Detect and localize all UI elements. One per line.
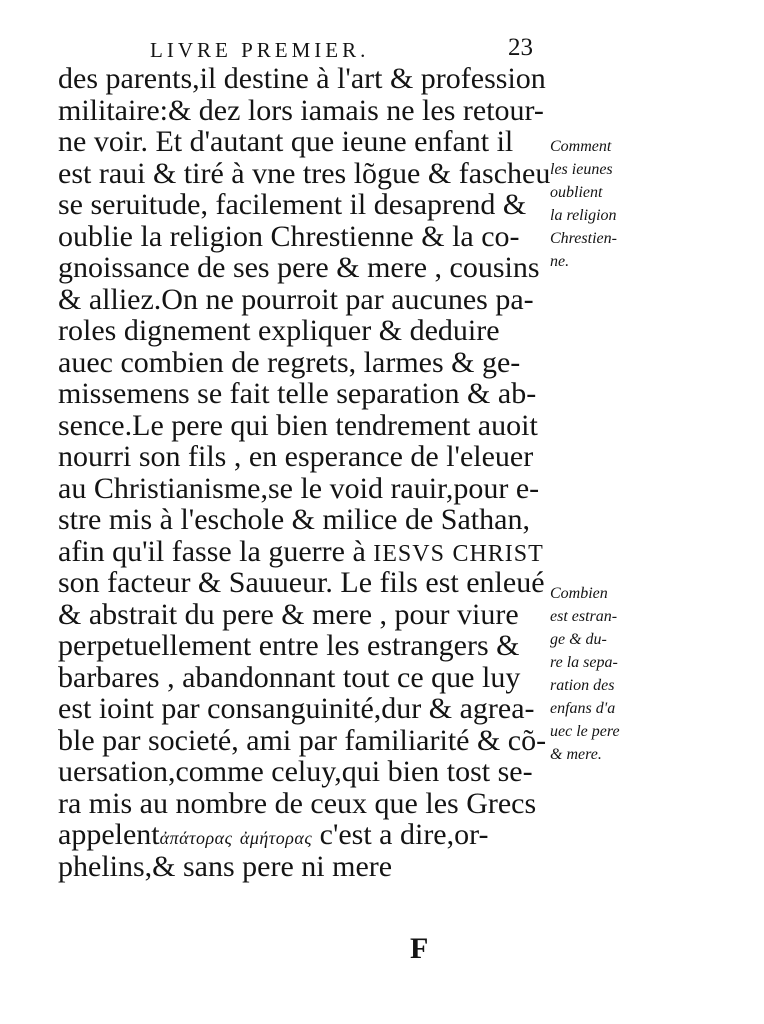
margin-note-line: enfans d'a — [550, 700, 616, 717]
text-line: nourri son fils , en esperance de l'eleuer — [58, 440, 534, 473]
running-head: LIVRE PREMIER. — [150, 38, 370, 62]
small-caps-name: CHRIST — [452, 540, 544, 567]
margin-note-line: est estran- — [550, 608, 618, 625]
text-line: est ioint par consanguinité,dur & agrea- — [58, 692, 535, 725]
margin-note — [550, 135, 650, 273]
text-line: sence.Le pere qui bien tendrement auoit — [58, 408, 538, 442]
small-caps-name: IESVS — [373, 540, 445, 567]
text-line: & alliez.On ne pourroit par aucunes pa- — [58, 282, 534, 316]
text-line-with-greek — [58, 819, 558, 851]
greek-word: ἀπάτορας — [159, 828, 233, 848]
text-line: des parents,il destine à l'art & profession — [58, 62, 546, 95]
text-line: perpetuellement entre les estrangers & — [58, 629, 520, 662]
text-line: ne voir. Et d'autant que ieune enfant il — [58, 125, 514, 158]
text-line: auec combien de regrets, larmes & ge- — [58, 345, 521, 379]
signature-mark: F — [410, 932, 429, 965]
page-number: 23 — [508, 34, 533, 61]
greek-word: ἀμήτορας — [239, 828, 313, 848]
margin-note — [550, 582, 650, 766]
margin-note-line: uec le pere — [550, 723, 620, 740]
margin-note-line: Chrestien- — [550, 230, 617, 247]
main-text-block — [58, 63, 558, 882]
text-line: phelins,& sans pere ni mere — [58, 849, 393, 883]
text-fragment — [232, 818, 240, 851]
margin-note-line: Combien — [550, 585, 608, 602]
text-line: & abstrait du pere & mere , pour viure — [58, 597, 519, 631]
text-line-with-name — [58, 536, 558, 568]
text-line: se seruitude, facilement il desaprend & — [58, 188, 527, 221]
text-line: ra mis au nombre de ceux que les Grecs — [58, 786, 537, 820]
text-line: gnoissance de ses pere & mere , cousins — [58, 251, 540, 284]
text-line: roles dignement expliquer & deduire — [58, 314, 500, 347]
text-line: au Christianisme,se le void rauir,pour e- — [58, 471, 540, 505]
margin-note-line: ge & du- — [550, 631, 607, 648]
text-line: oublie la religion Chrestienne & la co- — [58, 219, 520, 253]
text-line: ble par societé, ami par familiarité & cõ- — [58, 723, 547, 757]
text-line: son facteur & Sauueur. Le fils est enleué — [58, 566, 545, 599]
margin-note-line: & mere. — [550, 746, 602, 763]
text-line: uersation,comme celuy,qui bien tost se- — [58, 755, 533, 788]
text-line: barbares , abandonnant tout ce que luy — [58, 660, 521, 694]
text-fragment: afin qu'il fasse la guerre à — [58, 534, 374, 568]
text-line: est raui & tiré à vne tres lõgue & fascheu — [58, 156, 551, 190]
text-fragment: c'est a dire,or- — [312, 818, 489, 851]
margin-note-line: ne. — [550, 253, 570, 270]
text-line: stre mis à l'eschole & milice de Sathan, — [58, 503, 530, 536]
margin-note-line: oublient — [550, 184, 603, 201]
text-fragment: appelent — [58, 818, 160, 851]
text-line: militaire:& dez lors iamais ne les retour- — [58, 93, 544, 127]
margin-note-line: ration des — [550, 677, 615, 694]
margin-note-line: re la sepa- — [550, 654, 618, 671]
margin-note-line: la religion — [550, 207, 617, 224]
text-line: missemens se fait telle separation & ab- — [58, 377, 537, 410]
margin-note-line: les ieunes — [550, 161, 613, 178]
margin-note-line: Comment — [550, 138, 612, 155]
